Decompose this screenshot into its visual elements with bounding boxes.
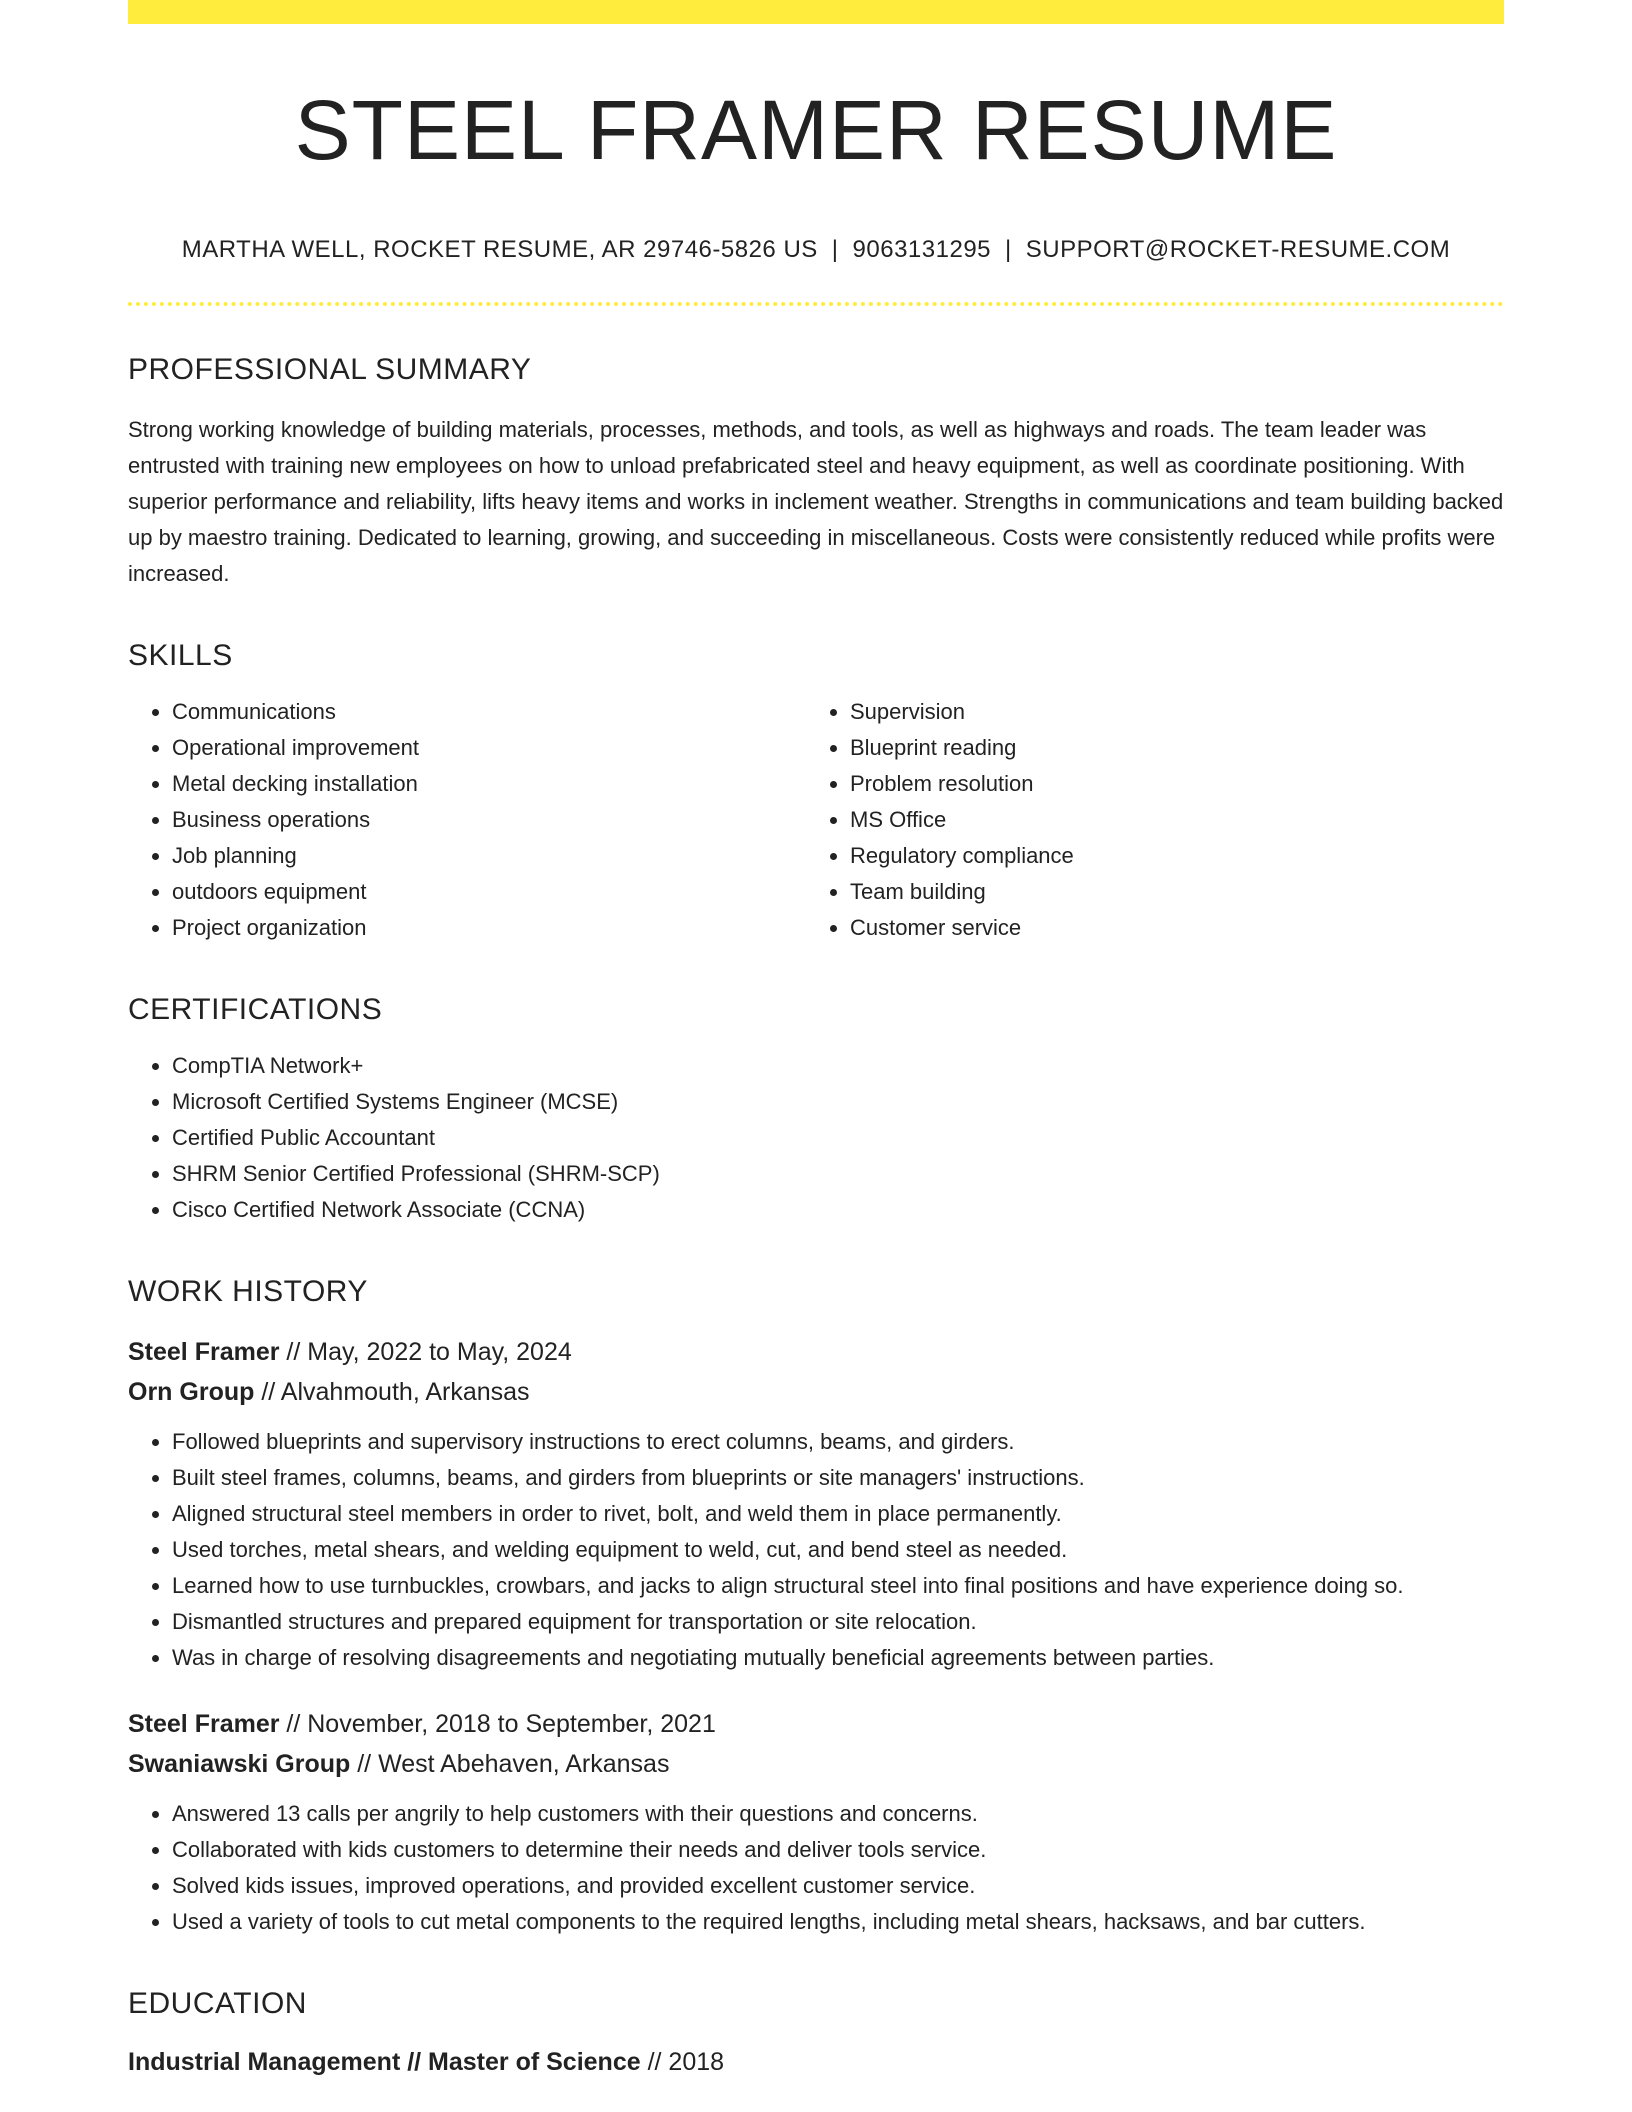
job-bullet: • Built steel frames, columns, beams, and girders from blueprints or site managers' instructions. — [172, 1460, 1504, 1496]
contact-line — [128, 236, 1504, 264]
job-bullet: • Learned how to use turnbuckles, crowbars, and jacks to align structural steel into final positions and have experience doing so. — [172, 1568, 1504, 1604]
skill-item: • Project organization — [172, 910, 806, 946]
job-company: Orn Group — [128, 1378, 255, 1407]
job-bullet: • Followed blueprints and supervisory instructions to erect columns, beams, and girders. — [172, 1424, 1504, 1460]
skills-list-right — [806, 694, 1484, 946]
job-title: Steel Framer — [128, 1710, 280, 1739]
job-entry — [128, 1332, 1504, 1676]
skill-item: • Customer service — [850, 910, 1484, 946]
contact-phone: 9063131295 — [852, 236, 992, 264]
education-year: // 2018 — [640, 2048, 725, 2077]
job-bullet: • Used torches, metal shears, and welding equipment to weld, cut, and bend steel as needed. — [172, 1532, 1504, 1568]
education-entry — [128, 2042, 1504, 2082]
job-dates: // November, 2018 to September, 2021 — [279, 1710, 716, 1739]
skill-item: • Regulatory compliance — [850, 838, 1484, 874]
job-bullet: • Aligned structural steel members in order to rivet, bolt, and weld them in place permanently. — [172, 1496, 1504, 1532]
contact-address: MARTHA WELL, ROCKET RESUME, AR 29746-5826 US — [181, 236, 818, 264]
education-heading: EDUCATION — [128, 1987, 307, 2021]
skill-item: • Blueprint reading — [850, 730, 1484, 766]
skill-item: • outdoors equipment — [172, 874, 806, 910]
page-title: STEEL FRAMER RESUME — [294, 83, 1338, 177]
certifications-heading: CERTIFICATIONS — [128, 993, 383, 1027]
skill-item: • Supervision — [850, 694, 1484, 730]
dotted-divider — [128, 302, 1504, 306]
skill-item: • Team building — [850, 874, 1484, 910]
summary-text: Strong working knowledge of building materials, processes, methods, and tools, as well as highways and roads. The team leader was entrusted with training new employees on how to unload prefabricated steel and heavy equipment, as well as coordinate positioning. With superior performance and reliability, lifts heavy items and works in inclement weather. Strengths in communications and team building backed up by maestro training. Dedicated to learning, growing, and succeeding in miscellaneous. Costs were consistently reduced while profits were increased. — [128, 417, 1504, 587]
job-bullets — [128, 1424, 1504, 1676]
contact-separator: | — [1005, 236, 1012, 264]
top-accent-bar — [128, 0, 1504, 24]
resume-page — [128, 0, 1504, 2082]
education-degree: Industrial Management // Master of Science — [128, 2048, 641, 2077]
summary-heading: PROFESSIONAL SUMMARY — [128, 353, 532, 387]
work-history-heading: WORK HISTORY — [128, 1275, 368, 1309]
contact-email: SUPPORT@ROCKET-RESUME.COM — [1025, 236, 1451, 264]
job-entry — [128, 1704, 1504, 1940]
contact-separator: | — [831, 236, 839, 264]
skill-item: • MS Office — [850, 802, 1484, 838]
skill-item: • Metal decking installation — [172, 766, 806, 802]
job-bullet: • Dismantled structures and prepared equipment for transportation or site relocation. — [172, 1604, 1504, 1640]
skills-list-left — [128, 694, 806, 946]
certification-item: • Certified Public Accountant — [172, 1120, 1504, 1156]
certification-item: • Cisco Certified Network Associate (CCNA) — [172, 1192, 1504, 1228]
job-bullet: • Was in charge of resolving disagreements and negotiating mutually beneficial agreements between parties. — [172, 1640, 1504, 1676]
job-bullet: • Collaborated with kids customers to determine their needs and deliver tools service. — [172, 1832, 1504, 1868]
certification-item: • Microsoft Certified Systems Engineer (MCSE) — [172, 1084, 1504, 1120]
certification-item: • SHRM Senior Certified Professional (SHRM-SCP) — [172, 1156, 1504, 1192]
job-bullet: • Used a variety of tools to cut metal components to the required lengths, including metal shears, hacksaws, and bar cutters. — [172, 1904, 1504, 1940]
skill-item: • Business operations — [172, 802, 806, 838]
job-title: Steel Framer — [128, 1338, 280, 1367]
job-bullets — [128, 1796, 1504, 1940]
skills-columns — [128, 694, 1504, 946]
job-location: // Alvahmouth, Arkansas — [254, 1378, 530, 1407]
skill-item: • Communications — [172, 694, 806, 730]
job-company: Swaniawski Group — [128, 1750, 351, 1779]
skill-item: • Problem resolution — [850, 766, 1484, 802]
job-company-line — [128, 1744, 1504, 1784]
certifications-list — [128, 1048, 1504, 1228]
job-company-line — [128, 1372, 1504, 1412]
certification-item: • CompTIA Network+ — [172, 1048, 1504, 1084]
job-title-line — [128, 1332, 1504, 1372]
job-title-line — [128, 1704, 1504, 1744]
skill-item: • Job planning — [172, 838, 806, 874]
skill-item: • Operational improvement — [172, 730, 806, 766]
job-dates: // May, 2022 to May, 2024 — [279, 1338, 572, 1367]
skills-heading: SKILLS — [128, 639, 233, 673]
job-bullet: • Solved kids issues, improved operations, and provided excellent customer service. — [172, 1868, 1504, 1904]
job-bullet: • Answered 13 calls per angrily to help customers with their questions and concerns. — [172, 1796, 1504, 1832]
job-location: // West Abehaven, Arkansas — [350, 1750, 670, 1779]
